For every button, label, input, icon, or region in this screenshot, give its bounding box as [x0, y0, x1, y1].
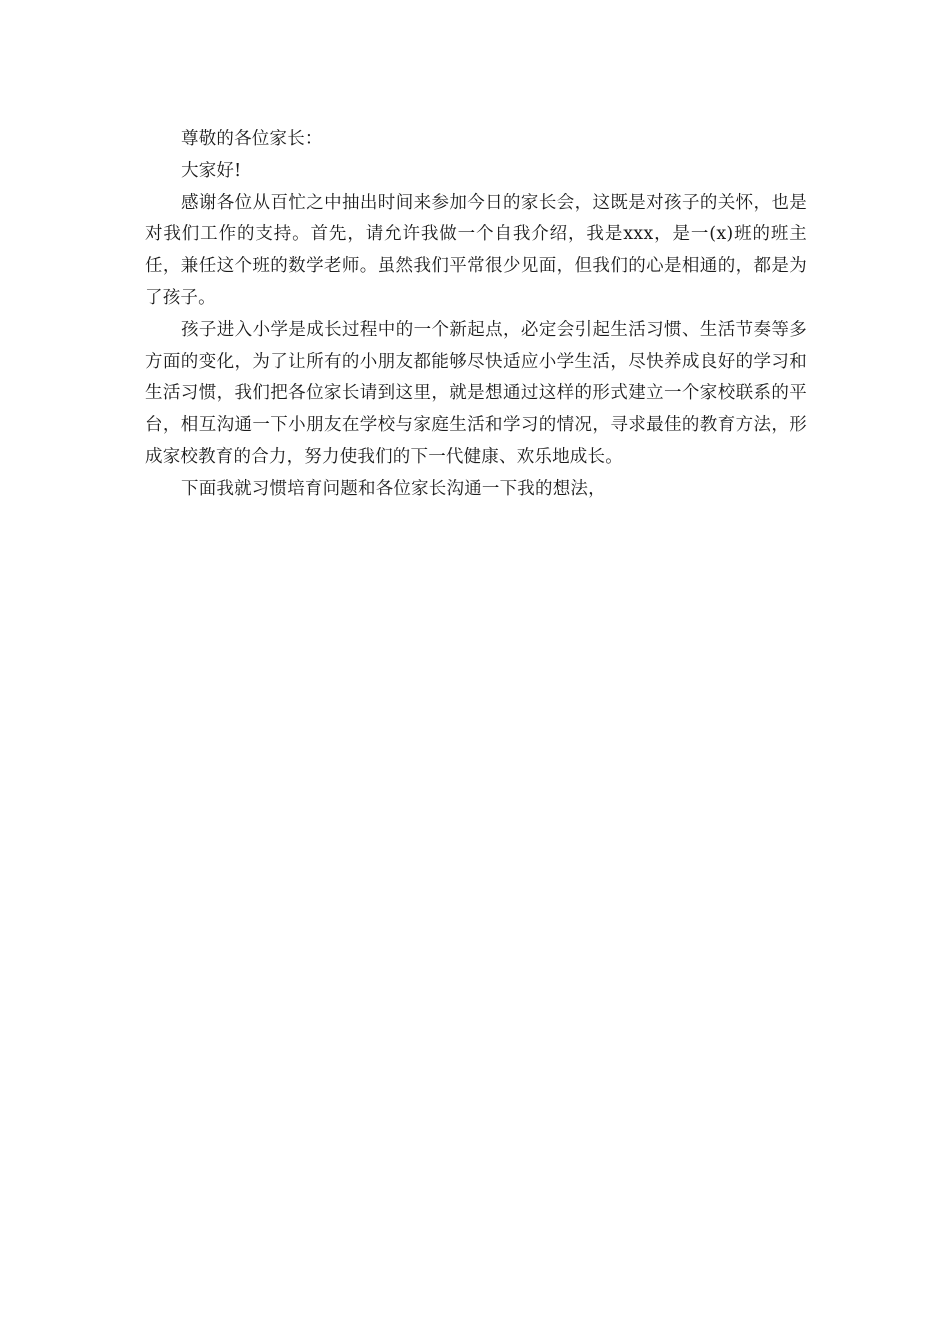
salutation: 尊敬的各位家长：	[181, 129, 323, 149]
greeting: 大家好!	[181, 160, 242, 181]
paragraph-transition: 下面我就习惯培育问题和各位家长沟通一下我的想法，	[181, 478, 606, 499]
paragraph-purpose: 孩子进入小学是成长过程中的一个新起点，必定会引起生活习惯、生活节奏等多方面的变化，为了让所有的小朋友都能够尽快适应小学生活，尽快养成良好的学习和生活习惯，我们把各位家长请到这里，就是想通过这样的形式建立一个家校联系的平台，相互沟通一下小朋友在学校与家庭生活和学习的情况，寻求最佳的教育方法，形成家校教育的合力，努力使我们的下一代健康、欢乐地成长。	[145, 319, 807, 467]
letter-body	[145, 124, 807, 506]
paragraph-intro: 感谢各位从百忙之中抽出时间来参加今日的家长会，这既是对孩子的关怀，也是对我们工作的支持。首先，请允许我做一个自我介绍，我是xxx，是一(x)班的班主任，兼任这个班的数学老师。虽然我们平常很少见面，但我们的心是相通的，都是为了孩子。	[145, 192, 807, 308]
